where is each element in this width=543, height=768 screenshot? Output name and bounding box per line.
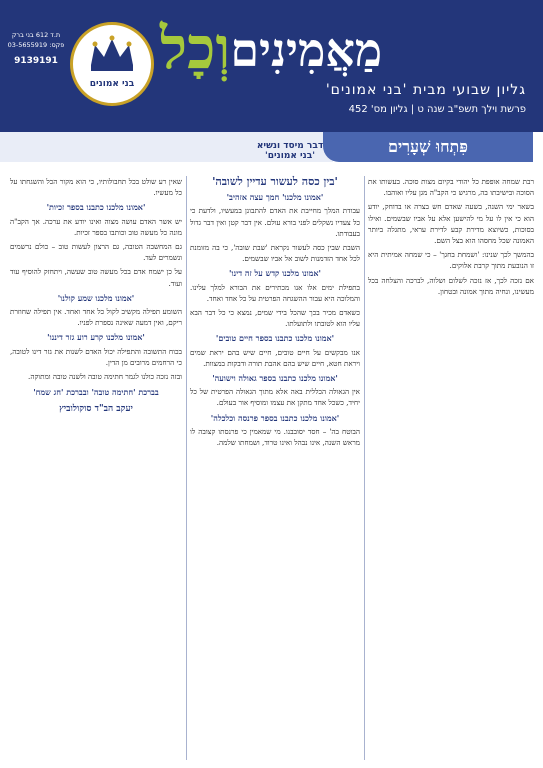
closing-blessing: בברכת 'חתימה טובה' ובברכת 'חג שמח' — [33, 387, 159, 398]
paragraph: רבת שמחה אופפת כל יהודי בקיום מצות סוכה. בעשותו את הסוכה ובישיבתו בה, מרגיש כי הקב"ה מגן עליו ואוהבו. — [368, 177, 534, 198]
issue-line: פרשת וילך תשפ"ב שנה ט | גליון מס' 452 — [348, 104, 526, 115]
article-heading: 'בין כסה לעשור עדיין לשובה' — [212, 175, 338, 188]
paragraph: אם נזכה לכך, אז נזכה לשלום ושלוה, לברכה והצלחה בכל מעשינו, ונחיה מתוך אמונה ובטחון. — [368, 275, 534, 296]
masthead-subtitle: גליון שבועי מבית 'בני אמונים' — [325, 82, 526, 98]
contact-info — [4, 30, 68, 66]
paragraph: אנו מבקשים על חיים טובים, חיים שיש בהם יראת שמים ויראת חטא, חיים שיש בהם אהבת תורה ודבקות במצוות. — [190, 347, 360, 368]
masthead-header — [0, 0, 543, 132]
paragraph: שאין רע שולט בכל תחבולותיו, כי הוא מקור הכל והשגחתו על כל מעשיו. — [10, 177, 182, 198]
paragraph: גם המחשבה הטובה, גם הרצון לעשות טוב – כולם נרשמים ונשמרים לעד. — [10, 242, 182, 263]
paragraph: אין הגאולה הכללית באה אלא מתוך הגאולה הפרטית של כל יחיד, כשכל אחד מתקן את עצמו ומוסיף אור בעולם. — [190, 387, 360, 408]
contact-address: ת.ד 612 בני ברק — [11, 31, 61, 39]
contact-fax: פקס: 03-5655919 — [7, 41, 65, 49]
logo — [70, 22, 154, 106]
column-left — [10, 176, 182, 416]
paragraph: בשאר ימי השנה, בשעה שאדם חש בצרה או בדוחק, יודע הוא כי אין לו על מי להישען אלא על אביו שבשמים. ואילו בסוכות, כשיוצא מדירת קבע לדירת עראי, מתגלה ביותר האמונה שכל מחסהו הוא בצל השם. — [368, 202, 534, 246]
sub-heading: 'אמונו מלכנו כתבנו בספר גאולה וישועה' — [212, 373, 338, 384]
sub-heading: 'אמונו מלכנו קרע רוע גזר דיננו' — [47, 332, 145, 343]
logo-name: בני אמונים — [89, 79, 135, 89]
paragraph: בהמשך לכך שנינו: 'ושמחת בחגך' – כי שמחה אמיתית היא זו הנובעת מתוך קרבת אלוקים. — [368, 250, 534, 271]
paragraph: בכוח התשובה והתפילה יכול האדם לשנות את גזר דינו לטובה, כי הרחמים מרובים מן הדין. — [10, 346, 182, 367]
crown-icon — [73, 25, 151, 103]
paragraph: השבת שבין כסה לעשור נקראת 'שבת שובה', כי בה מזומנת לכל אחד הזדמנות לשוב אל אביו שבשמים. — [190, 243, 360, 264]
column-divider — [186, 176, 187, 760]
sub-heading: 'אמונו מלכנו כתבנו בספר חיים טובים' — [215, 333, 335, 344]
paragraph: הבוטח בה' – חסד יסובבנו. מי שמאמין כי פרנסתו קצובה לו מראש השנה, אינו נבהל ואינו טרוד, ושמחתו שלמה. — [190, 426, 360, 448]
paragraph: כשאדם מכיר בכך שהכל בידי שמים, נמצא כי כל דבר הבא עליו הוא לטובתו ולתועלתו. — [190, 308, 360, 329]
sub-heading: 'אמונו מלכנו' חמך עצה אזהיב' — [226, 192, 324, 203]
contact-phone: 9139191 — [14, 56, 58, 66]
author-signature: יעקב הב"ד סוקולוביץ — [59, 404, 133, 415]
column-right — [368, 176, 534, 300]
paragraph: עבודת המלך מחייבת את האדם להתבונן במעשיו, ולדעת כי כל צעדיו נשקלים לפני בורא עולם. אין דבר קטן ואין דבר גדול בעבודתו. — [190, 206, 360, 238]
column-divider — [364, 176, 365, 760]
title-white: מַאֲמִינִים — [230, 23, 383, 77]
masthead-title — [160, 8, 538, 82]
paragraph: השומע תפילה מקשיב לקול כל אחד ואחד. אין תפילה שחוזרת ריקם, ואין דמעה שאינה נספרת לפניו. — [10, 307, 182, 328]
paragraph: יש אשר האדם עושה מצוה ואינו יודע את ערכה. אך הקב"ה מונה כל מעשה טוב וכותבו בספר זכיות. — [10, 216, 182, 237]
paragraph: ובזה נזכה כולנו לגמר חתימה טובה ולשנה טובה ומתוקה. — [28, 372, 182, 382]
column-middle — [190, 176, 360, 451]
sub-heading: 'אמונו מלכנו שמע קולנו' — [57, 292, 135, 303]
editor-line: דבר מיסד ונשיא 'בני אמונים' — [256, 141, 324, 161]
paragraph: בתפילת ימים אלו אנו מכתירים את הבורא למלך עלינו. והמלוכה היא עבור ההשגחה הפרטית על כל אחד ואחד. — [190, 282, 360, 303]
section-title: פִּתְחוּ שְׁעָרִים — [323, 132, 533, 162]
sub-heading: 'אמונו מלכנו קדש על זה דינו' — [229, 268, 321, 279]
sub-heading: 'אמונו מלכנו כתבנו בספר זכיות' — [46, 202, 146, 213]
title-green: וְכָל — [160, 14, 231, 82]
paragraph: על כן ישמח אדם בכל מעשה טוב שעשה, ויתחזק להוסיף עוד ועוד. — [10, 267, 182, 288]
sub-heading: 'אמונו מלכנו כתבנו בספר פרנסה וכלכלה' — [210, 412, 340, 423]
